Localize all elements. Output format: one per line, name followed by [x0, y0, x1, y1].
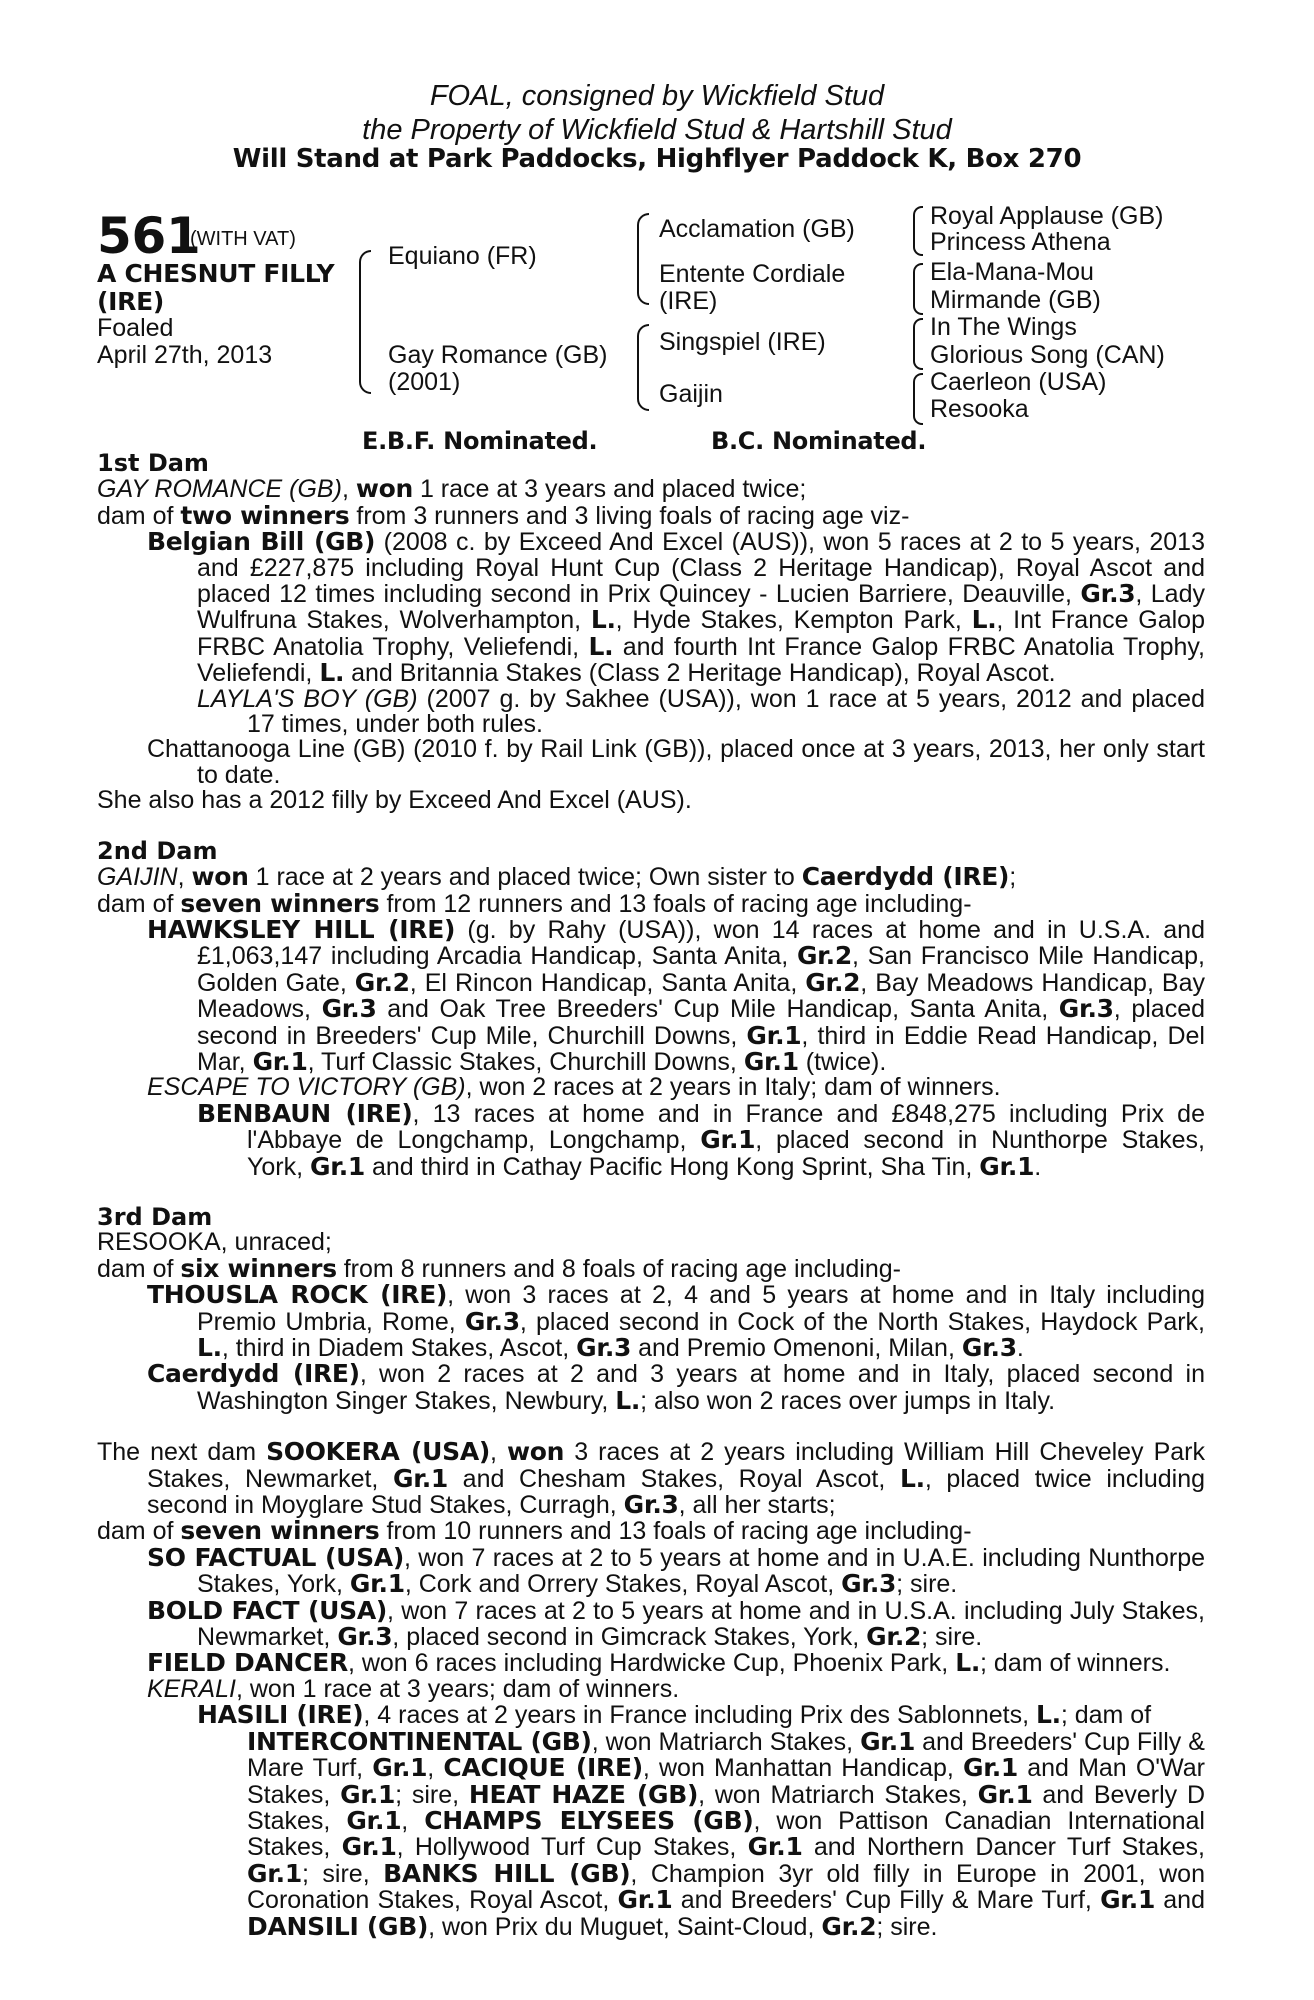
next-dam-line: The next dam SOOKERA (USA), won 3 races at 2 years including William Hill Cheveley Park Stakes, Newmarket, Gr.1 and Chesham Stakes, Royal Ascot, L., placed twice including second in Moyglare Stud Stakes, Curragh, Gr.3, all her starts; — [97, 1437, 1206, 1520]
produce-entry: BOLD FACT (USA), won 7 races at 2 to 5 years at home and in U.S.A. including July Stakes, Newmarket, Gr.3, placed second in Gimcrack Stakes, York, Gr.2; sire. — [147, 1595, 1205, 1652]
pedigree-sds: Ela-Mana-Mou — [930, 258, 1094, 286]
third-dam-heading: 3rd Dam — [97, 1202, 213, 1231]
foaled-label: Foaled — [97, 314, 174, 342]
ebf-nomination: E.B.F. Nominated. — [362, 427, 598, 455]
produce-entry: KERALI, won 1 race at 3 years; dam of winners. — [147, 1674, 680, 1703]
pedigree-sire-dam-suffix: (IRE) — [659, 287, 718, 315]
pedigree-ddd: Resooka — [930, 395, 1029, 423]
stand-line: Will Stand at Park Paddocks, Highflyer Paddock K, Box 270 — [232, 144, 1082, 174]
pedigree-brace — [913, 206, 923, 256]
next-dam-produce-line: dam of seven winners from 10 runners and 13 foals of racing age including- — [97, 1516, 972, 1546]
foaled-date: April 27th, 2013 — [97, 341, 273, 369]
pedigree-dam-year: (2001) — [388, 368, 461, 396]
produce-entry: HAWKSLEY HILL (IRE) (g. by Rahy (USA)), won 14 races at home and in U.S.A. and £1,063,147 including Arcadia Handicap, Santa Anita, Gr.2, San Francisco Mile Handicap, Golden Gate, Gr.2, El Rincon Handicap, Santa Anita, Gr.2, Bay Meadows Handicap, Bay Meadows, Gr.3 and Oak Tree Breeders' Cup Mile Handicap, Santa Anita, Gr.3, placed second in Breeders' Cup Mile, Churchill Downs, Gr.1, third in Eddie Read Handicap, Del Mar, Gr.1, Turf Classic Stakes, Churchill Downs, Gr.1 (twice). — [147, 914, 1206, 1076]
pedigree-dam-sire: Singspiel (IRE) — [659, 328, 826, 356]
pedigree-sire: Equiano (FR) — [388, 242, 537, 270]
produce-entry: Chattanooga Line (GB) (2010 f. by Rail Link (GB)), placed once at 3 years, 2013, her only start to date. — [147, 735, 1205, 789]
produce-entry: SO FACTUAL (USA), won 7 races at 2 to 5 years at home and in U.A.E. including Nunthorpe Stakes, York, Gr.1, Cork and Orrery Stakes, Royal Ascot, Gr.3; sire. — [147, 1542, 1206, 1599]
produce-entry: BENBAUN (IRE), 13 races at home and in France and £848,275 including Prix de l'Abbaye de Longchamp, Longchamp, Gr.1, placed second in Nunthorpe Stakes, York, Gr.1 and third in Cathay Pacific Hong Kong Sprint, Sha Tin, Gr.1. — [197, 1098, 1205, 1181]
produce-entry: HASILI (IRE), 4 races at 2 years in France including Prix des Sablonnets, L.; dam of — [197, 1700, 1152, 1730]
lot-number: 561 — [97, 207, 201, 265]
pedigree-brace — [913, 263, 923, 315]
pedigree-dsd: Glorious Song (CAN) — [930, 341, 1165, 369]
pedigree-brace — [637, 213, 649, 305]
consignor-line: FOAL, consigned by Wickfield Stud — [429, 80, 885, 112]
pedigree-brace — [637, 324, 649, 411]
pedigree-sss: Royal Applause (GB) — [930, 202, 1164, 230]
second-dam-heading: 2nd Dam — [97, 836, 218, 865]
pedigree-dam: Gay Romance (GB) — [388, 341, 608, 369]
pedigree-brace — [913, 318, 923, 370]
pedigree-ssd: Princess Athena — [930, 228, 1111, 256]
first-dam-heading: 1st Dam — [97, 449, 209, 477]
third-dam-produce-line: dam of six winners from 8 runners and 8 foals of racing age including- — [97, 1253, 901, 1283]
dam-history — [97, 451, 1205, 1940]
produce-entry: ESCAPE TO VICTORY (GB), won 2 races at 2 years in Italy; dam of winners. — [147, 1073, 1001, 1102]
vat-note: (WITH VAT) — [190, 228, 296, 250]
first-dam-line: GAY ROMANCE (GB), won 1 race at 3 years and placed twice; — [97, 474, 807, 504]
produce-entry: FIELD DANCER, won 6 races including Hardwicke Cup, Phoenix Park, L.; dam of winners. — [147, 1648, 1171, 1678]
bc-nomination: B.C. Nominated. — [711, 427, 927, 455]
pedigree-sire-dam: Entente Cordiale — [659, 260, 846, 288]
produce-entry: THOUSLA ROCK (IRE), won 3 races at 2, 4 and 5 years at home and in Italy including Premio Umbria, Rome, Gr.3, placed second in Cock of the North Stakes, Haydock Park, L., third in Diadem Stakes, Ascot, Gr.3 and Premio Omenoni, Milan, Gr.3. — [147, 1280, 1205, 1362]
lot-name-suffix: (IRE) — [97, 287, 164, 316]
first-dam-note: She also has a 2012 filly by Exceed And Excel (AUS). — [97, 786, 692, 815]
lot-name: A CHESNUT FILLY — [97, 259, 335, 288]
pedigree-sire-sire: Acclamation (GB) — [659, 215, 855, 243]
property-line: the Property of Wickfield Stud & Hartshill Stud — [362, 114, 952, 146]
first-dam-produce-line: dam of two winners from 3 runners and 3 living foals of racing age viz- — [97, 500, 910, 530]
pedigree-dam-dam: Gaijin — [659, 380, 723, 408]
pedigree-dss: In The Wings — [930, 313, 1077, 341]
produce-entry: INTERCONTINENTAL (GB), won Matriarch Stakes, Gr.1 and Breeders' Cup Filly & Mare Turf, Gr.1, CACIQUE (IRE), won Manhattan Handicap, Gr.1 and Man O'War Stakes, Gr.1; sire, HEAT HAZE (GB), won Matriarch Stakes, Gr.1 and Beverly D Stakes, Gr.1, CHAMPS ELYSEES (GB), won Pattison Canadian International Stakes, Gr.1, Hollywood Turf Cup Stakes, Gr.1 and Northern Dancer Turf Stakes, Gr.1; sire, BANKS HILL (GB), Champion 3yr old filly in Europe in 2001, won Coronation Stakes, Royal Ascot, Gr.1 and Breeders' Cup Filly & Mare Turf, Gr.1 and DANSILI (GB), won Prix du Muguet, Saint-Cloud, Gr.2; sire. — [247, 1726, 1206, 1941]
pedigree-brace — [359, 250, 371, 394]
produce-entry: LAYLA'S BOY (GB) (2007 g. by Sakhee (USA)), won 1 race at 5 years, 2012 and placed 17 times, under both rules. — [197, 684, 1205, 739]
third-dam-line: RESOOKA, unraced; — [97, 1228, 332, 1257]
produce-entry: Caerdydd (IRE), won 2 races at 2 and 3 years at home and in Italy, placed second in Washington Singer Stakes, Newbury, L.; also won 2 races over jumps in Italy. — [147, 1359, 1205, 1415]
pedigree-sdd: Mirmande (GB) — [930, 286, 1101, 314]
pedigree-brace — [913, 373, 923, 425]
pedigree-dds: Caerleon (USA) — [930, 368, 1107, 396]
produce-entry: Belgian Bill (GB) (2008 c. by Exceed And Excel (AUS)), won 5 races at 2 to 5 years, 2013 and £227,875 including Royal Hunt Cup (Class 2 Heritage Handicap), Royal Ascot and placed 12 times including second in Prix Quincey - Lucien Barriere, Deauville, Gr.3, Lady Wulfruna Stakes, Wolverhampton, L., Hyde Stakes, Kempton Park, L., Int France Galop FRBC Anatolia Trophy, Veliefendi, L. and fourth Int France Galop FRBC Anatolia Trophy, Veliefendi, L. and Britannia Stakes (Class 2 Heritage Handicap), Royal Ascot. — [147, 527, 1205, 688]
second-dam-line: GAIJIN, won 1 race at 2 years and placed twice; Own sister to Caerdydd (IRE); — [97, 862, 1017, 892]
second-dam-produce-line: dam of seven winners from 12 runners and 13 foals of racing age including- — [97, 888, 972, 918]
